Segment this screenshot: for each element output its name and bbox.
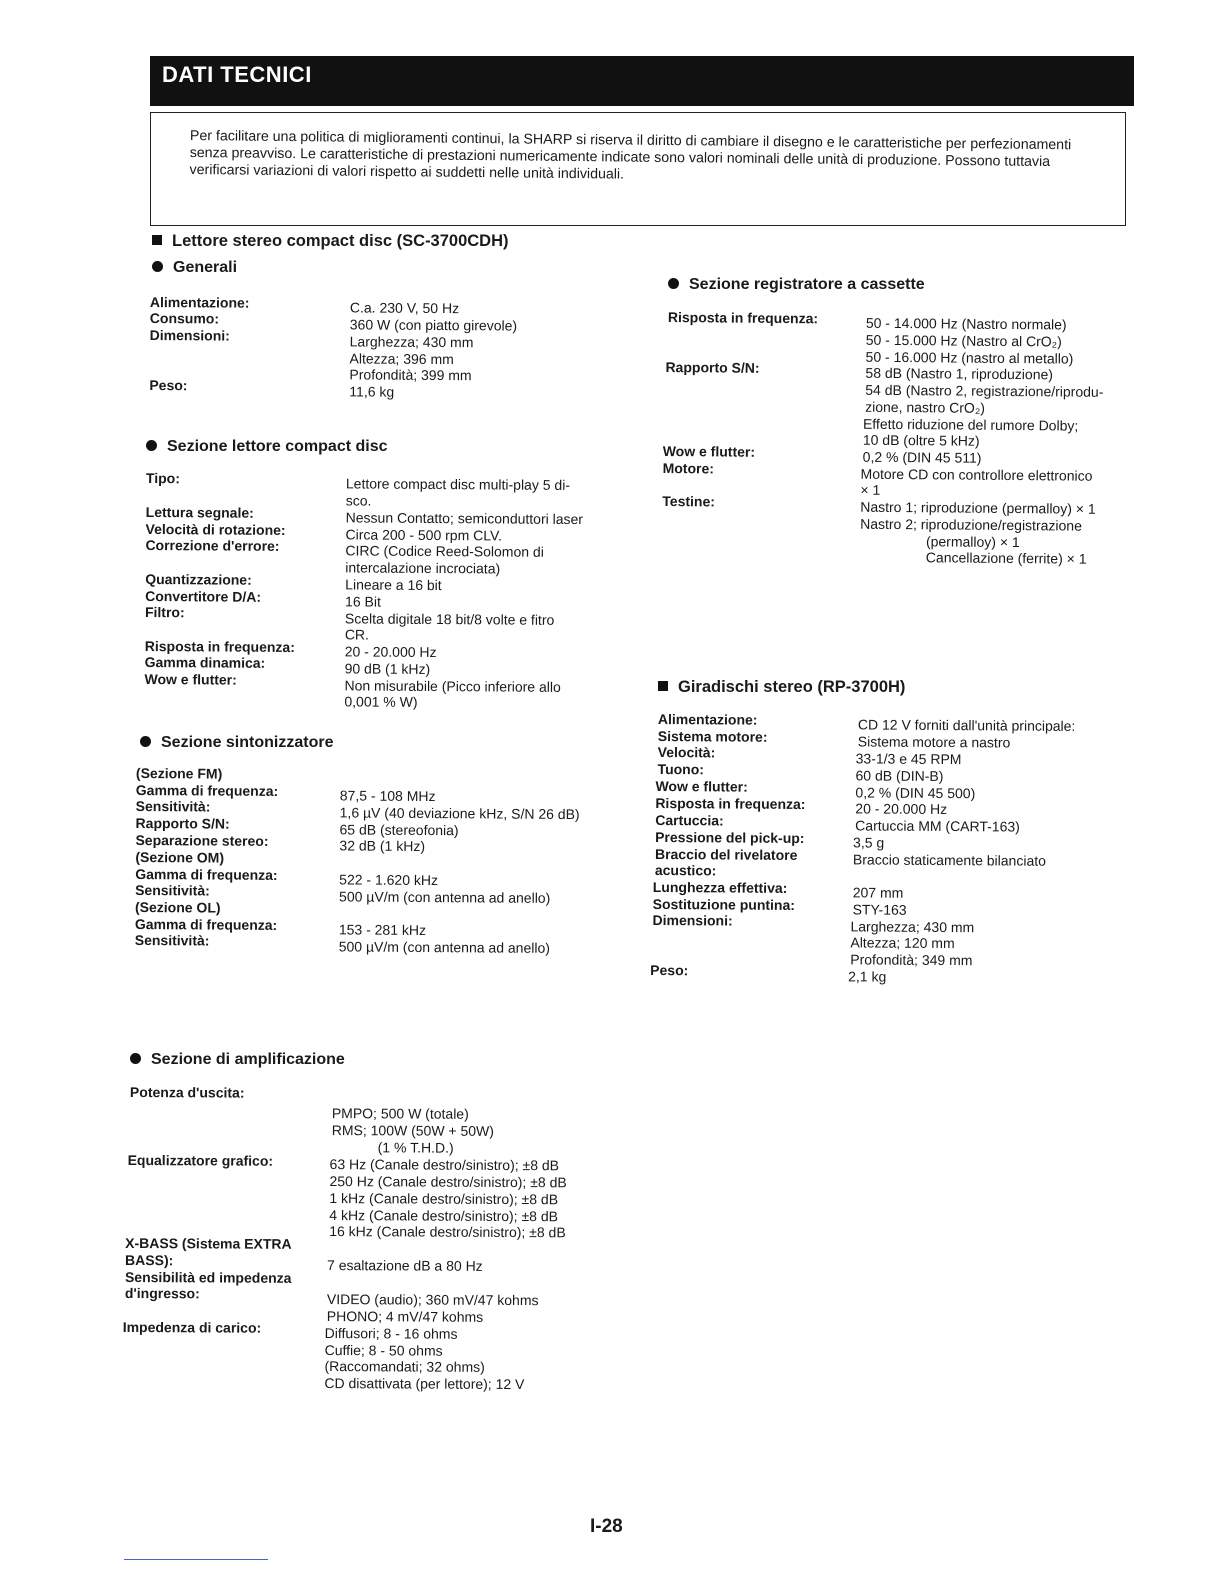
spec-value: RMS; 100W (50W + 50W): [331, 1122, 495, 1139]
spec-value: Profondità; 349 mm: [850, 951, 973, 969]
spec-value: Circa 200 - 500 rpm CLV.: [345, 526, 503, 544]
turntable-heading: [658, 678, 905, 697]
generali-heading: [152, 259, 237, 277]
spec-label: Dimensioni:: [149, 326, 230, 344]
spec-label: Testine:: [662, 492, 716, 510]
spec-value: 500 µV/m (con antenna ad anello): [339, 888, 551, 906]
spec-label: X-BASS (Sistema EXTRA: [125, 1234, 292, 1252]
spec-value: 3,5 g: [853, 834, 885, 851]
spec-value: 4 kHz (Canale destro/sinistro); ±8 dB: [329, 1207, 559, 1225]
spec-label: Alimentazione:: [657, 711, 758, 728]
square-bullet-icon: [152, 235, 162, 245]
spec-label: Wow e flutter:: [662, 442, 756, 460]
spec-value: 50 - 14.000 Hz (Nastro normale): [865, 314, 1067, 333]
spec-value: Nastro 1; riproduzione (permalloy) × 1: [860, 498, 1096, 517]
spec-label: (Sezione FM): [135, 765, 223, 782]
spec-value: STY-163: [852, 901, 907, 918]
spec-value: 58 dB (Nastro 1, riproduzione): [865, 364, 1054, 383]
spec-value: Altezza; 396 mm: [349, 350, 454, 368]
spec-label: Gamma di frequenza:: [134, 915, 278, 933]
tuner-heading: [140, 734, 333, 752]
amplifier-title: Sezione di amplificazione: [151, 1051, 345, 1068]
spec-value: 500 µV/m (con antenna ad anello): [338, 938, 550, 956]
spec-value: CR.: [344, 626, 370, 643]
spec-value: (Raccomandati; 32 ohms): [324, 1358, 485, 1375]
footer-line: [124, 1559, 268, 1560]
spec-value: Diffusori; 8 - 16 ohms: [324, 1325, 458, 1342]
spec-label: Sensibilità ed impedenza: [124, 1268, 292, 1286]
amplifier-heading: [130, 1051, 345, 1069]
turntable-title: Giradischi stereo (RP-3700H): [678, 678, 906, 696]
spec-label: Cartuccia:: [655, 811, 724, 829]
spec-value: CD 12 V forniti dall'unità principale:: [857, 716, 1076, 734]
spec-value: 1 kHz (Canale destro/sinistro); ±8 dB: [329, 1190, 559, 1208]
spec-value: 0,2 % (DIN 45 500): [855, 784, 976, 802]
tuner-title: Sezione sintonizzatore: [161, 734, 334, 751]
spec-label: acustico:: [654, 861, 717, 879]
spec-value: Sistema motore a nastro: [857, 733, 1011, 751]
spec-value: 87,5 - 108 MHz: [339, 787, 436, 805]
spec-value: 16 Bit: [345, 593, 381, 610]
cassette-heading: [668, 276, 925, 294]
spec-value: Cancellazione (ferrite) × 1: [925, 549, 1087, 567]
spec-value: Lettore compact disc multi-play 5 di-: [345, 475, 571, 493]
cd-section-heading: [146, 438, 388, 456]
round-bullet-icon: [668, 278, 679, 289]
spec-value: VIDEO (audio); 360 mV/47 kohms: [326, 1291, 539, 1309]
spec-value: (1 % T.H.D.): [377, 1139, 454, 1156]
spec-value: 20 - 20.000 Hz: [855, 800, 948, 818]
spec-value: 10 dB (oltre 5 kHz): [862, 431, 980, 449]
spec-value: 1,6 µV (40 deviazione kHz, S/N 26 dB): [339, 804, 580, 823]
spec-label: (Sezione OL): [134, 898, 221, 916]
spec-value: Effetto riduzione del rumore Dolby;: [862, 415, 1079, 434]
spec-value: C.a. 230 V, 50 Hz: [349, 299, 460, 317]
spec-label: (Sezione OM): [135, 848, 225, 866]
spec-value: 32 dB (1 kHz): [339, 837, 426, 855]
spec-value: 11,6 kg: [349, 383, 395, 400]
spec-label: Pressione del pick-up:: [655, 828, 805, 847]
round-bullet-icon: [130, 1053, 141, 1064]
spec-value: 250 Hz (Canale destro/sinistro); ±8 dB: [329, 1173, 567, 1191]
spec-value: 522 - 1.620 kHz: [339, 871, 439, 889]
spec-value: intercalazione incrociata): [345, 559, 501, 577]
square-bullet-icon: [658, 681, 668, 691]
spec-label: Risposta in frequenza:: [144, 637, 295, 656]
spec-value: 0,001 % W): [344, 693, 418, 710]
spec-value: Braccio staticamente bilanciato: [852, 851, 1047, 869]
cd-section-title: Sezione lettore compact disc: [167, 438, 388, 455]
spec-label: Sistema motore:: [657, 728, 768, 745]
spec-value: CIRC (Codice Reed-Solomon di: [345, 542, 544, 560]
spec-label: Risposta in frequenza:: [655, 794, 806, 813]
spec-value: 2,1 kg: [848, 968, 887, 985]
spec-label: Gamma dinamica:: [144, 653, 266, 671]
round-bullet-icon: [152, 261, 163, 272]
spec-value: 90 dB (1 kHz): [344, 660, 431, 677]
spec-label: Convertitore D/A:: [145, 587, 262, 605]
spec-label: Lettura segnale:: [145, 503, 254, 521]
spec-value: 20 - 20.000 Hz: [344, 643, 437, 661]
spec-label: Sensitività:: [134, 931, 210, 949]
round-bullet-icon: [140, 736, 151, 747]
spec-label: Correzione d'errore:: [145, 536, 280, 554]
spec-label: Consumo:: [149, 309, 220, 327]
spec-value: (permalloy) × 1: [925, 533, 1020, 551]
spec-value: zione, nastro CrO₂): [865, 398, 986, 416]
spec-value: 63 Hz (Canale destro/sinistro); ±8 dB: [329, 1156, 560, 1174]
spec-value: PMPO; 500 W (totale): [331, 1105, 469, 1122]
spec-value: Scelta digitale 18 bit/8 volte e fitro: [344, 610, 555, 628]
cd-player-heading: [152, 232, 509, 251]
spec-value: 16 kHz (Canale destro/sinistro); ±8 dB: [329, 1223, 566, 1241]
spec-label: Sensitività:: [135, 881, 210, 899]
spec-label: Velocità di rotazione:: [145, 520, 286, 538]
spec-value: 65 dB (stereofonia): [339, 821, 459, 839]
spec-label: Rapporto S/N:: [135, 814, 230, 832]
spec-value: 7 esaltazione dB a 80 Hz: [327, 1257, 483, 1274]
spec-value: Nastro 2; riproduzione/registrazione: [860, 515, 1082, 534]
spec-label: Wow e flutter:: [655, 777, 748, 795]
page-number: I-28: [590, 1516, 623, 1537]
spec-label: Gamma di frequenza:: [135, 781, 279, 799]
notice-text: Per facilitare una politica di miglioramenti continui, la SHARP si riserva il diritto di cambiare il disegno e le caratteristiche per perfezionamenti senza preavviso. Le caratteristiche di prestazioni numericamente indicate sono valori nominali delle unità di produzione. Possono tuttavia verificarsi variazioni di valori rispetto ai suddetti nelle unità individuali.: [189, 128, 1072, 183]
spec-label: Peso:: [149, 376, 188, 394]
spec-value: Larghezza; 430 mm: [349, 333, 474, 351]
spec-label: Impedenza di carico:: [122, 1318, 262, 1336]
spec-label: Equalizzatore grafico:: [127, 1151, 274, 1169]
spec-label: Wow e flutter:: [144, 670, 237, 688]
spec-value: Nessun Contatto; semiconduttori laser: [345, 509, 584, 528]
cd-player-title: Lettore stereo compact disc (SC-3700CDH): [172, 232, 509, 250]
spec-value: Non misurabile (Picco inferiore allo: [344, 677, 561, 695]
spec-value: Cuffie; 8 - 50 ohms: [324, 1342, 443, 1359]
spec-value: Cartuccia MM (CART-163): [855, 817, 1020, 835]
spec-value: 33-1/3 e 45 RPM: [855, 750, 962, 768]
spec-value: 207 mm: [852, 884, 904, 901]
spec-label: Dimensioni:: [652, 911, 733, 929]
spec-label: Filtro:: [144, 603, 185, 621]
spec-value: Altezza; 120 mm: [850, 934, 955, 952]
spec-value: 60 dB (DIN-B): [855, 767, 944, 785]
spec-label: Quantizzazione:: [145, 570, 252, 588]
spec-label: Braccio del rivelatore: [654, 845, 798, 863]
spec-label: Sensitività:: [135, 797, 211, 815]
spec-label: Velocità:: [657, 744, 716, 761]
spec-value: CD disattivata (per lettore); 12 V: [324, 1375, 525, 1393]
spec-value: 153 - 281 kHz: [338, 921, 427, 939]
spec-label: Risposta in frequenza:: [667, 309, 819, 327]
generali-title: Generali: [173, 259, 238, 276]
round-bullet-icon: [146, 440, 157, 451]
spec-label: Tipo:: [145, 470, 180, 487]
spec-value: 50 - 15.000 Hz (Nastro al CrO₂): [865, 331, 1062, 350]
spec-value: Profondità; 399 mm: [349, 366, 472, 384]
spec-value: sco.: [345, 492, 372, 509]
spec-label: Separazione stereo:: [135, 831, 269, 849]
cassette-title: Sezione registratore a cassette: [689, 276, 925, 293]
spec-label: Gamma di frequenza:: [135, 865, 278, 883]
spec-value: PHONO; 4 mV/47 kohms: [326, 1308, 484, 1325]
spec-value: Lineare a 16 bit: [345, 576, 442, 594]
page-title: DATI TECNICI: [152, 62, 322, 88]
spec-value: 50 - 16.000 Hz (nastro al metallo): [865, 348, 1074, 367]
spec-value: 0,2 % (DIN 45 511): [862, 448, 982, 466]
spec-value: 54 dB (Nastro 2, registrazione/riprodu-: [865, 381, 1104, 400]
spec-label: Lunghezza effettiva:: [652, 878, 788, 896]
spec-label: BASS):: [125, 1251, 174, 1269]
spec-label: d'ingresso:: [124, 1284, 200, 1302]
spec-value: Larghezza; 430 mm: [850, 918, 975, 936]
spec-label: Alimentazione:: [149, 294, 250, 311]
spec-label: Rapporto S/N:: [665, 358, 760, 376]
spec-label: Tuono:: [657, 761, 705, 778]
spec-value: 360 W (con piatto girevole): [349, 316, 518, 334]
spec-value: Motore CD con controllore elettronico: [860, 465, 1093, 484]
spec-label: Peso:: [650, 961, 689, 979]
spec-value: × 1: [860, 481, 881, 498]
spec-label: Sostituzione puntina:: [652, 895, 796, 913]
spec-label: Motore:: [662, 459, 715, 477]
spec-label: Potenza d'uscita:: [129, 1084, 245, 1101]
